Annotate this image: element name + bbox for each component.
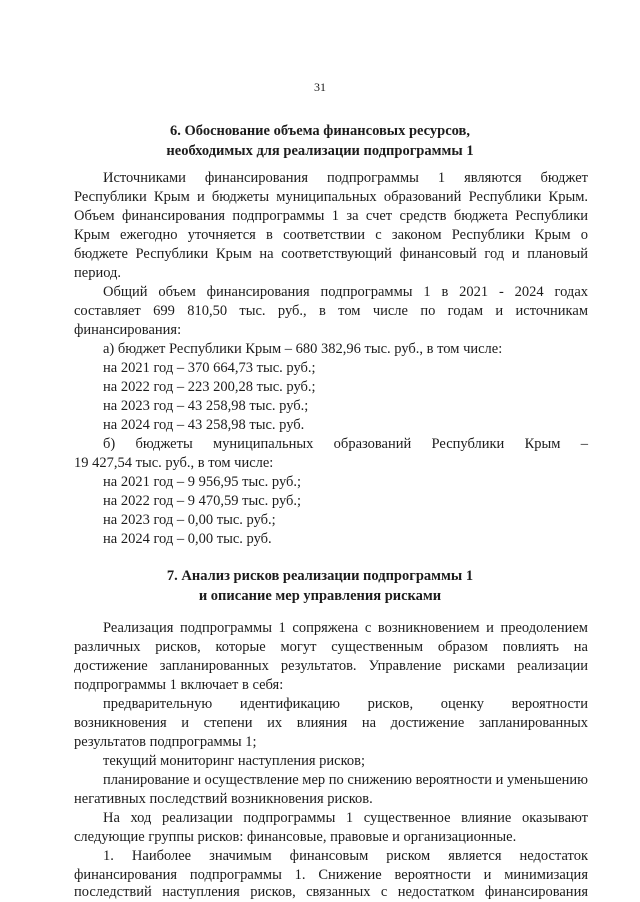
list-item: на 2024 год – 0,00 тыс. руб. [103, 531, 272, 547]
paragraph-line: 1. Наиболее значимым финансовым риском является недостаток [103, 848, 588, 864]
paragraph-line: период. [74, 265, 122, 281]
list-item: на 2022 год – 223 200,28 тыс. руб.; [103, 379, 316, 395]
paragraph-line: Объем финансирования подпрограммы 1 за счет средств бюджета Республики [74, 208, 588, 224]
paragraph-line: возникновения и степени их влияния на достижение запланированных [74, 715, 588, 731]
section-6-heading-line-2: необходимых для реализации подпрограммы 1 [166, 143, 474, 159]
paragraph-line: планирование и осуществление мер по снижению вероятности и уменьшению [103, 772, 588, 788]
paragraph-line: составляет 699 810,50 тыс. руб., в том числе по годам и источникам [74, 303, 588, 319]
section-7-heading-line-2: и описание мер управления рисками [198, 588, 442, 604]
list-item: на 2023 год – 0,00 тыс. руб.; [103, 512, 276, 528]
paragraph-line: предварительную идентификацию рисков, оценку вероятности [103, 696, 588, 712]
paragraph-line: негативных последствий возникновения рисков. [74, 791, 373, 807]
paragraph-line: подпрограммы 1 включает в себя: [74, 677, 284, 693]
paragraph-line: финансирования: [74, 322, 182, 338]
paragraph-line: различных рисков, которые могут существенным образом повлиять на [74, 639, 588, 655]
paragraph-line: Реализация подпрограммы 1 сопряжена с возникновением и преодолением [103, 620, 588, 636]
paragraph-line: следующие группы рисков: финансовые, правовые и организационные. [74, 829, 517, 845]
paragraph-line: На ход реализации подпрограммы 1 существенное влияние оказывают [103, 810, 588, 826]
paragraph-line: Республики Крым и бюджеты муниципальных образований Республики Крым. [74, 189, 588, 205]
paragraph-line: финансирования подпрограммы 1. Снижение вероятности и минимизация [74, 867, 588, 883]
paragraph-line: 19 427,54 тыс. руб., в том числе: [74, 455, 274, 471]
list-item: на 2023 год – 43 258,98 тыс. руб.; [103, 398, 309, 414]
section-7-heading-line-1: 7. Анализ рисков реализации подпрограммы 1 [166, 568, 474, 584]
section-6-heading-line-1: 6. Обоснование объема финансовых ресурсов, [169, 123, 470, 139]
paragraph-line: последствий наступления рисков, связанных с недостатком финансирования [74, 884, 588, 900]
paragraph-line: Крым ежегодно уточняется в соответствии с законом Республики Крым о [74, 227, 588, 243]
list-item: на 2021 год – 9 956,95 тыс. руб.; [103, 474, 302, 490]
paragraph-line: текущий мониторинг наступления рисков; [103, 753, 366, 769]
paragraph-line: Общий объем финансирования подпрограммы 1 в 2021 - 2024 годах [103, 284, 588, 300]
paragraph-line: бюджете Республики Крым на соответствующий финансовый год и плановый [74, 246, 588, 262]
paragraph-line: Источниками финансирования подпрограммы 1 являются бюджет [103, 170, 588, 186]
list-item: на 2022 год – 9 470,59 тыс. руб.; [103, 493, 302, 509]
paragraph-line: достижение запланированных результатов. Управление рисками реализации [74, 658, 588, 674]
paragraph-line: результатов подпрограммы 1; [74, 734, 257, 750]
list-item: на 2024 год – 43 258,98 тыс. руб. [103, 417, 305, 433]
list-item: б) бюджеты муниципальных образований Республики Крым – [103, 436, 588, 452]
list-item: а) бюджет Республики Крым – 680 382,96 тыс. руб., в том числе: [103, 341, 503, 357]
page-number: 31 [314, 80, 326, 94]
list-item: на 2021 год – 370 664,73 тыс. руб.; [103, 360, 316, 376]
